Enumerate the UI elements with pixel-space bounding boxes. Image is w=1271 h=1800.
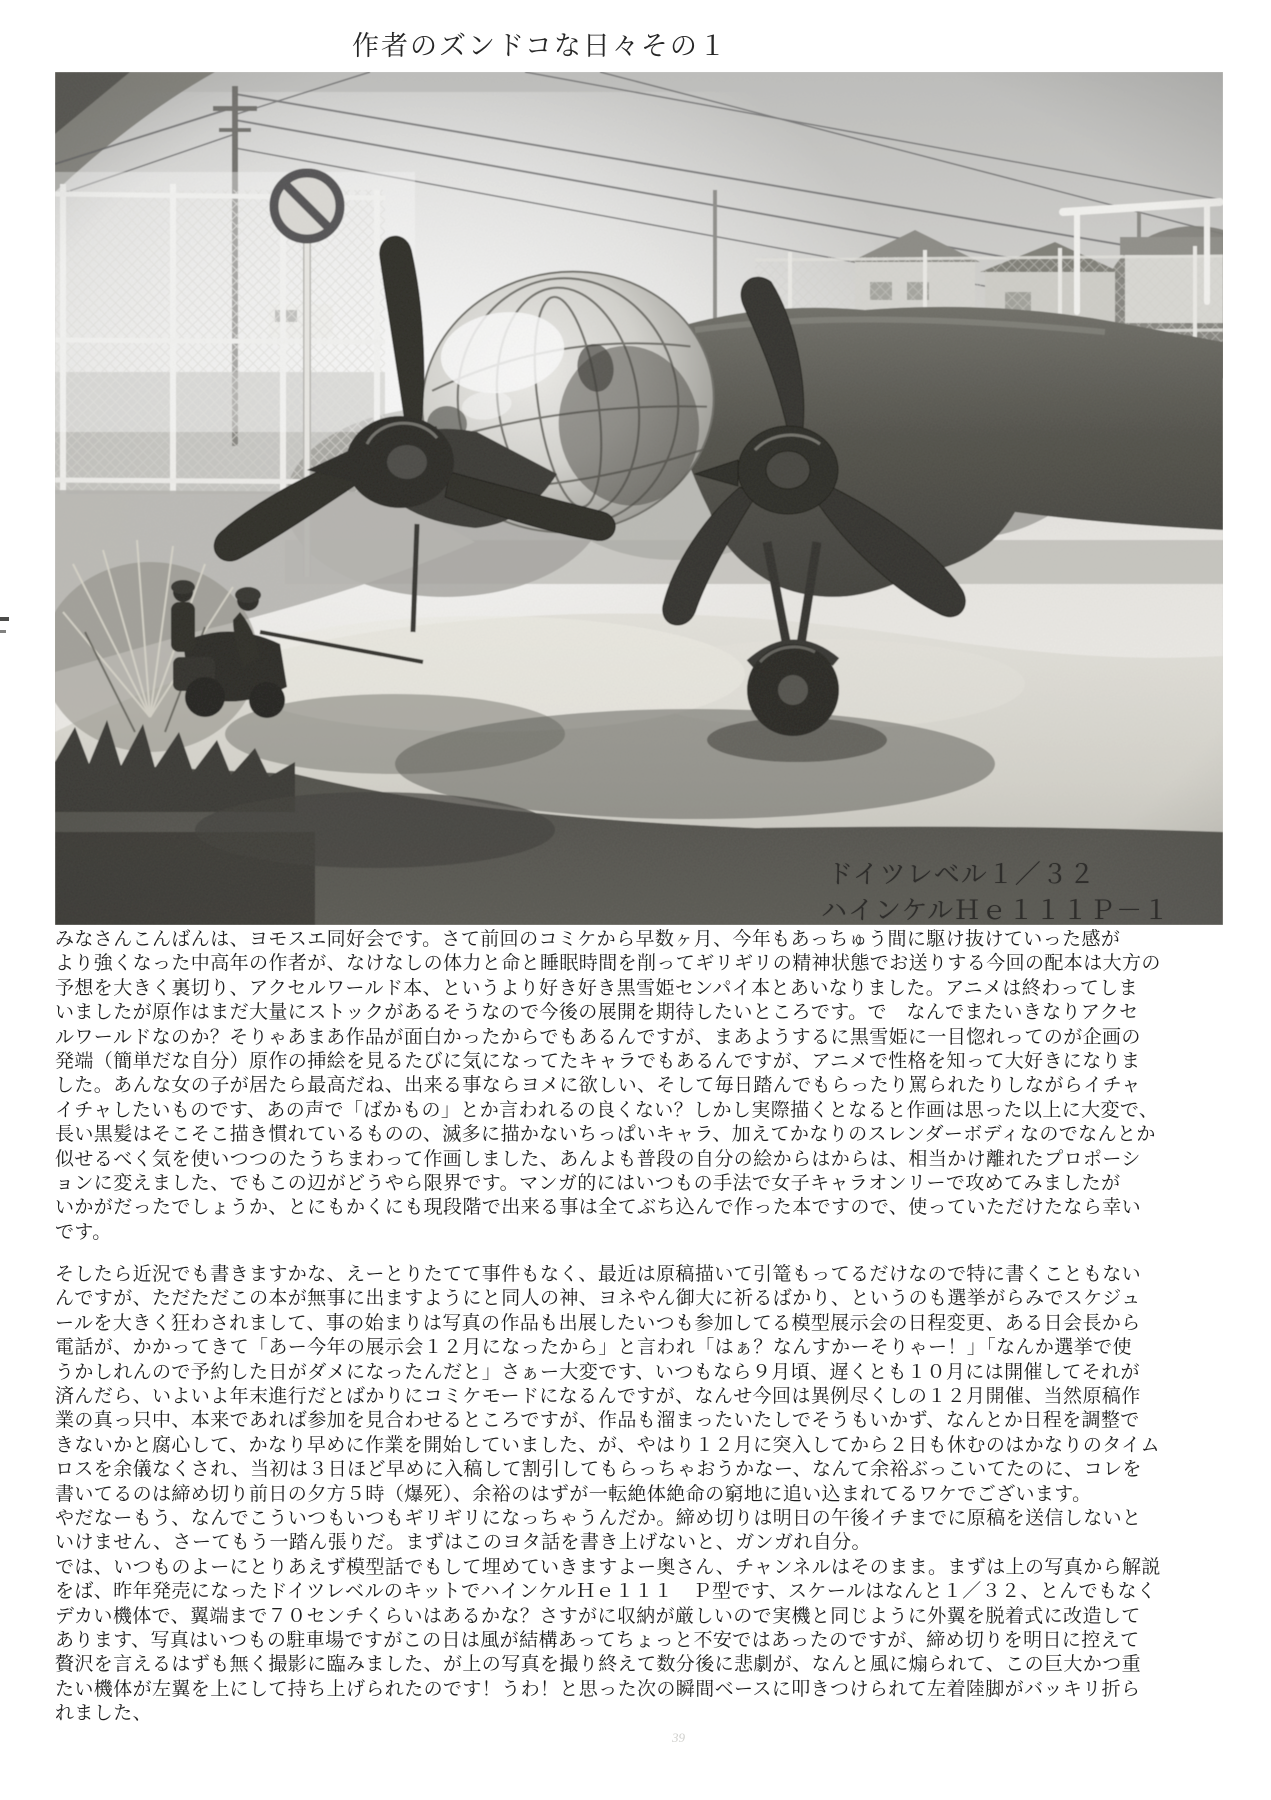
text-line: あります、写真はいつもの駐車場ですがこの日は風が結構あってちょっと不安ではあったのですが、締め切りを明日に控えて [55,1629,1140,1651]
text-line: 似せるべく気を使いつつのたうちまわって作画しました、あんよも普段の自分の絵からはからは、相当かけ離れたプロポーシ [55,1148,1141,1170]
scan-artifact [0,617,9,621]
photo-caption-line2: ハインケルＨｅ１１１Ｐ－１ [821,896,1171,925]
text-line: ールを大きく狂わされまして、事の始まりは写真の作品も出展したいつも参加してる模型展示会の日程変更、ある日会長から [55,1312,1141,1334]
text-line: いけません、さーてもう一踏ん張りだ。まずはこのヨタ話を書き上げないと、ガンガれ自分。 [55,1532,871,1554]
text-line: れました、 [55,1703,153,1725]
paragraph-1 [55,928,1230,1245]
text-line: をば、昨年発売になったドイツレベルのキットでハインケルＨｅ１１１ Ｐ型です、スケールはなんと１／３２、とんでもなく [55,1581,1157,1603]
text-line: ロスを余儀なくされ、当初は３日ほど早めに入稿して割引してもらっちゃおうかなー、なんて余裕ぶっこいてたのに、コレを [55,1459,1142,1481]
body-text [55,928,1230,1727]
text-line: んですが、ただただこの本が無事に出ますようにと同人の神、ヨネやん御大に祈るばかり、というのも選挙がらみでスケジュ [55,1288,1141,1310]
text-line: やだなーもう、なんでこういつもいつもギリギリになっちゃうんだか。締め切りは明日の午後イチまでに原稿を送信しないと [55,1507,1142,1529]
text-line: では、いつものよーにとりあえず模型話でもして埋めていきますよー奥さん、チャンネルはそのまま。まずは上の写真から解説 [55,1556,1161,1578]
text-line: 済んだら、いよいよ年末進行だとばかりにコミケモードになるんですが、なんせ今回は異例尽くしの１２月開催、当然原稿作 [55,1386,1141,1408]
text-line: たい機体が左翼を上にして持ち上げられたのです！うわ！と思った次の瞬間ベースに叩きつけられて左着陸脚がバッキリ折ら [55,1678,1141,1700]
text-line: 業の真っ只中、本来であれば参加を見合わせるところですが、作品も溜まったいたしでそうもいかず、なんとか日程を調整で [55,1410,1140,1432]
text-line: きないかと腐心して、かなり早めに作業を開始していました、が、やはり１２月に突入してから２日も休むのはかなりのタイム [55,1434,1161,1456]
text-line: 贅沢を言えるはずも無く撮影に臨みました、が上の写真を撮り終えて数分後に悲劇が、なんと風に煽られて、この巨大かつ重 [55,1654,1142,1676]
text-line: デカい機体で、翼端まで７０センチくらいはあるかな？さすがに収納が厳しいので実機と同じように外翼を脱着式に改造して [55,1605,1141,1627]
text-line: より強くなった中高年の作者が、なけなしの体力と命と睡眠時間を削ってギリギリの精神状態でお送りする今回の配本は大方の [55,953,1161,975]
text-line: した。あんな女の子が居たら最高だね、出来る事ならヨメに欲しい、そして毎日踏んでもらったり罵られたりしながらイチャ [55,1075,1141,1097]
text-line: 書いてるのは締め切り前日の夕方５時（爆死）、余裕のはずが一転絶体絶命の窮地に追い込まれてるワケでございます。 [55,1483,1092,1505]
text-line: うかしれんので予約した日がダメになったんだと」さぁー大変です、いつもなら９月頃、遅くとも１０月には開催してそれが [55,1361,1140,1383]
text-line: ルワールドなのか？そりゃあまあ作品が面白かったからでもあるんですが、まあようするに黒雪姫に一目惚れってのが企画の [55,1026,1141,1048]
text-line: 発端（簡単だな自分）原作の挿絵を見るたびに気になってたキャラでもあるんですが、アニメで性格を知って大好きになりま [55,1050,1141,1072]
page-title: 作者のズンドコな日々その１ [352,31,728,61]
text-line: 予想を大きく裏切り、アクセルワールド本、というより好き好き黒雪姫センパイ本とあいなりました。アニメは終わってしま [55,977,1138,999]
text-line: そしたら近況でも書きますかな、えーとりたてて事件もなく、最近は原稿描いて引篭もってるだけなので特に書くこともない [55,1264,1142,1286]
model-airplane-photo [55,72,1223,925]
text-line: 長い黒髪はそこそこ描き慣れているものの、滅多に描かないちっぱいキャラ、加えてかなりのスレンダーボディなのでなんとか [55,1124,1156,1146]
text-line: みなさんこんばんは、ヨモスエ同好会です。さて前回のコミケから早数ヶ月、今年もあっちゅう間に駆け抜けていった感が [55,929,1121,950]
photo-illustration [55,72,1223,925]
text-line: いかがだったでしょうか、とにもかくにも現段階で出来る事は全てぶち込んで作った本ですので、使っていただけたなら幸い [55,1197,1142,1219]
text-line: です。 [55,1221,112,1243]
scan-artifact [0,630,6,633]
text-line: いましたが原作はまだ大量にストックがあるそうなので今後の展開を期待したいところです。で なんでまたいきなりアクセ [55,1002,1139,1024]
text-line: イチャしたいものです、あの声で「ばかもの」とか言われるの良くない？しかし実際描くとなると作画は思った以上に大変で、 [55,1099,1159,1121]
text-line: ョンに変えました、でもこの辺がどうやら限界です。マンガ的にはいつもの手法で女子キャラオンリーで攻めてみましたが [55,1172,1121,1194]
text-line: 電話が、かかってきて「あー今年の展示会１２月になったから」と言われ「はぁ？なんすかーそりゃー！」「なんか選挙で使 [55,1337,1132,1359]
photo-caption-line1: ドイツレベル１／３２ [827,860,1096,889]
page-number: 39 [672,1730,685,1745]
paragraph-2 [55,1263,1230,1726]
